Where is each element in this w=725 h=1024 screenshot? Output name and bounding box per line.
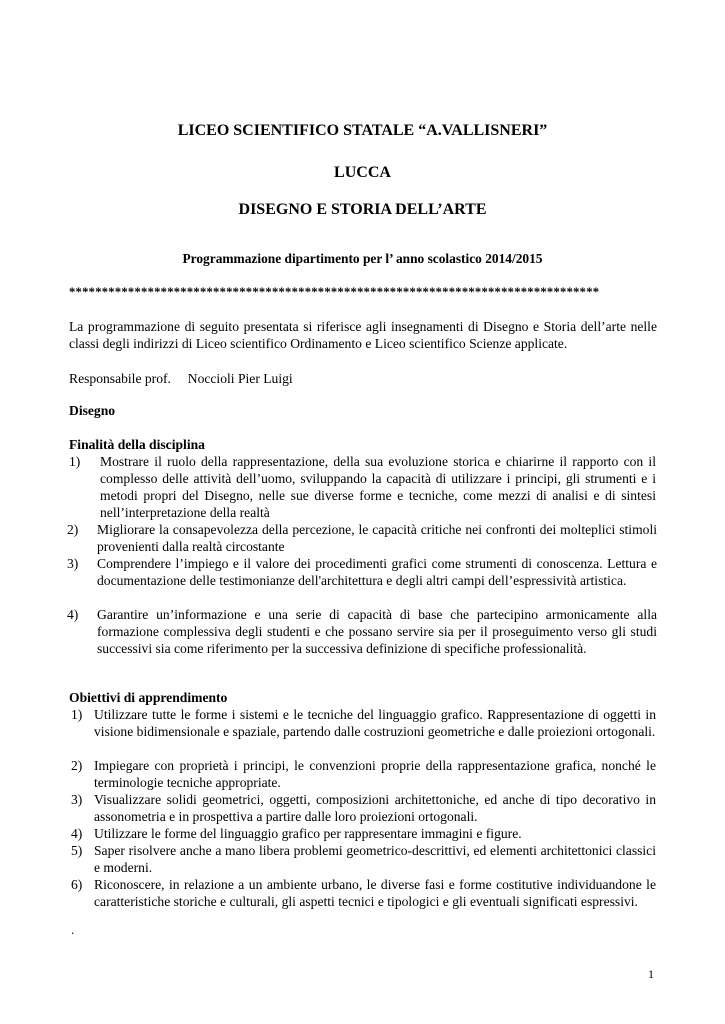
item-number: 2): [71, 758, 83, 773]
item-number: 6): [71, 877, 83, 892]
page-number: 1: [648, 967, 654, 981]
list-item: [0, 706, 725, 757]
finalita-heading: Finalità della disciplina: [69, 437, 205, 452]
item-text: Comprendere l’impiego e il valore dei procedimenti grafici come strumenti di conoscenza. Lettura e documentazione delle testimonianze dell'architettura e degli altri campi dell’espressività artistica.: [97, 556, 657, 588]
item-text: Mostrare il ruolo della rappresentazione, della sua evoluzione storica e chiarirne il rapporto con il complesso delle attività dell’uomo, sviluppando la capacità di utilizzare i principi, gli strumenti e i metodi propri del Disegno, nelle sue diverse forme e tecniche, come mezzi di analisi e di sintesi nell’interpretazione della realtà: [100, 454, 656, 520]
item-text: Garantire un’informazione e una serie di capacità di base che partecipino armonicamente alla formazione complessiva degli studenti e che possano servire sia per il proseguimento verso gli studi successivi sia come riferimento per la successiva definizione di specifiche professionalità.: [97, 607, 657, 656]
list-item: [0, 825, 725, 842]
list-item: [0, 757, 725, 791]
item-text: Impiegare con proprietà i principi, le convenzioni proprie della rappresentazione grafica, nonché le terminologie tecniche appropriate.: [94, 758, 656, 790]
intro-paragraph: La programmazione di seguito presentata si riferisce agli insegnamenti di Disegno e Storia dell’arte nelle classi degli indirizzi di Liceo scientifico Ordinamento e Liceo scientifico Scienze applicate.: [69, 319, 657, 351]
list-item: [0, 453, 725, 521]
finalita-list: [0, 453, 725, 674]
item-text: Migliorare la consapevolezza della percezione, le capacità critiche nei confronti dei molteplici stimoli provenienti dalla realtà circostante: [97, 522, 657, 554]
list-item: [0, 791, 725, 825]
section-title: Disegno: [69, 403, 116, 418]
item-number: 5): [71, 843, 83, 858]
item-text: Utilizzare le forme del linguaggio grafico per rappresentare immagini e figure.: [94, 826, 522, 841]
subject-title: DISEGNO E STORIA DELL’ARTE: [238, 201, 487, 218]
program-subtitle: Programmazione dipartimento per l’ anno scolastico 2014/2015: [182, 251, 543, 266]
item-number: 1): [69, 454, 81, 469]
city-title: LUCCA: [334, 164, 391, 181]
item-number: 3): [67, 556, 79, 571]
item-text: Riconoscere, in relazione a un ambiente urbano, le diverse fasi e forme costitutive individuandone le caratteristiche storiche e culturali, gli aspetti tecnici e tipologici e gli eventuali significati espressivi.: [94, 877, 656, 909]
item-number: 1): [71, 707, 83, 722]
item-number: 4): [71, 826, 83, 841]
item-number: 3): [71, 792, 83, 807]
item-number: 4): [67, 607, 79, 622]
obiettivi-list: [0, 706, 725, 927]
school-title: LICEO SCIENTIFICO STATALE “A.VALLISNERI”: [177, 122, 548, 139]
item-text: Utilizzare tutte le forme i sistemi e le tecniche del linguaggio grafico. Rappresentazione di oggetti in visione bidimensionale e spaziale, partendo dalle costruzioni geometriche e dalle proiezioni ortogonali.: [94, 707, 656, 739]
item-text: Visualizzare solidi geometrici, oggetti, composizioni architettoniche, ed anche di tipo decorativo in assonometria e in prospettiva a partire dalle loro proiezioni ortogonali.: [94, 792, 656, 824]
list-item: [0, 555, 725, 606]
responsible-line: [69, 370, 657, 387]
list-item: [0, 521, 725, 555]
trailing-dot: .: [71, 922, 75, 937]
separator-line: *********************************************************************************: [69, 285, 600, 299]
list-item: [0, 876, 725, 927]
responsible-name: Noccioli Pier Luigi: [187, 371, 293, 386]
list-item: [0, 842, 725, 876]
item-number: 2): [67, 522, 79, 537]
obiettivi-heading: Obiettivi di apprendimento: [69, 690, 228, 705]
item-text: Saper risolvere anche a mano libera problemi geometrico-descrittivi, ed elementi architettonici classici e moderni.: [94, 843, 656, 875]
list-item: [0, 606, 725, 674]
responsible-label: Responsabile prof.: [69, 371, 171, 386]
